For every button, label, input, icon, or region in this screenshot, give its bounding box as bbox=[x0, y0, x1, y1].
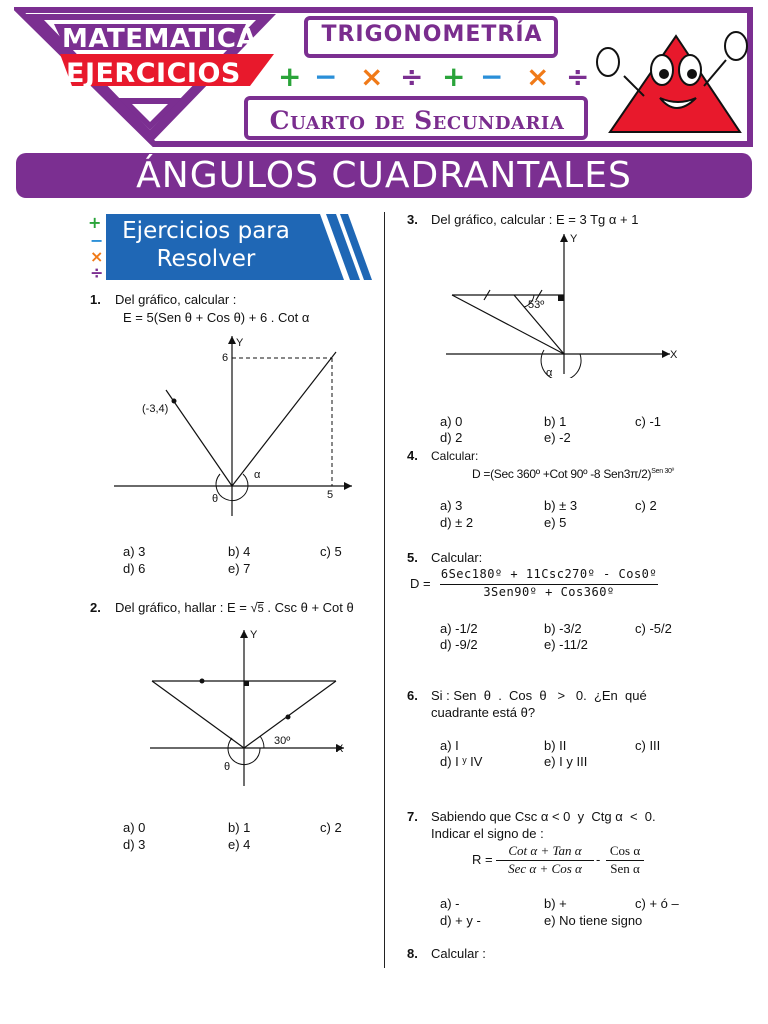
p4-option-d[interactable]: d) ± 2 bbox=[440, 515, 474, 530]
p2-angle-label: 30º bbox=[274, 735, 291, 747]
p3-option-a[interactable]: a) 0 bbox=[440, 414, 463, 429]
p2-y-label: Y bbox=[250, 629, 258, 641]
p1-option-e[interactable]: e) 7 bbox=[228, 561, 251, 576]
times-icon: × bbox=[90, 247, 104, 266]
svg-text:+: + bbox=[442, 60, 466, 93]
divide-icon: ÷ bbox=[90, 263, 104, 282]
p3-statement: Del gráfico, calcular : E = 3 Tg α + 1 bbox=[431, 212, 639, 227]
p5-lhs: D = bbox=[410, 576, 431, 591]
p8-statement: Calcular : bbox=[431, 946, 486, 961]
p4-option-b[interactable]: b) ± 3 bbox=[544, 498, 578, 513]
p5-option-c[interactable]: c) -5/2 bbox=[635, 621, 672, 636]
p4-statement: Calcular: bbox=[431, 449, 479, 463]
svg-text:÷: ÷ bbox=[566, 60, 590, 93]
minus-icon: − bbox=[90, 231, 104, 250]
p7-number: 7. bbox=[407, 809, 418, 824]
p1-figure bbox=[108, 330, 358, 520]
p2-option-e[interactable]: e) 4 bbox=[228, 837, 251, 852]
section-banner bbox=[86, 212, 372, 282]
minus-icon: − bbox=[314, 60, 338, 93]
subject-label: TRIGONOMETRÍA bbox=[321, 22, 543, 47]
p7-denominator-2: Sen α bbox=[610, 861, 640, 876]
p6-statement-line-1: Si : Sen θ . Cos θ > 0. ¿En qué bbox=[431, 688, 647, 703]
p6-option-b[interactable]: b) II bbox=[544, 738, 567, 753]
p2-sqrt-arg: 5 bbox=[257, 603, 264, 615]
p3-option-e[interactable]: e) -2 bbox=[544, 430, 571, 445]
grade-label: Cuarto de Secundaria bbox=[269, 106, 565, 135]
sqrt-icon: √ bbox=[250, 600, 258, 615]
p1-five-label: 5 bbox=[327, 489, 334, 501]
p5-statement: Calcular: bbox=[431, 550, 483, 565]
p5-option-e[interactable]: e) -11/2 bbox=[544, 637, 588, 652]
p3-y-label: Y bbox=[570, 233, 578, 245]
p1-option-c[interactable]: c) 5 bbox=[320, 544, 342, 559]
p2-number: 2. bbox=[90, 600, 101, 615]
p6-number: 6. bbox=[407, 688, 418, 703]
p5-option-d[interactable]: d) -9/2 bbox=[440, 637, 478, 652]
brand-bottom-text: EJERCICIOS bbox=[66, 58, 241, 89]
p7-option-c[interactable]: c) + ó – bbox=[635, 896, 679, 911]
banner-line-2: Resolver bbox=[156, 246, 256, 272]
p4-expr-base: D =(Sec 360º +Cot 90º -8 Sen3π/2) bbox=[472, 467, 652, 481]
p2-option-c[interactable]: c) 2 bbox=[320, 820, 342, 835]
p3-figure bbox=[440, 228, 680, 378]
p1-alpha-label: α bbox=[254, 469, 261, 481]
p7-option-e[interactable]: e) No tiene signo bbox=[544, 913, 643, 928]
p3-option-b[interactable]: b) 1 bbox=[544, 414, 567, 429]
p7-statement-line-1: Sabiendo que Csc α < 0 y Ctg α < 0. bbox=[431, 809, 656, 824]
p4-expr-exponent: Sen 30º bbox=[651, 468, 674, 475]
p1-six-label: 6 bbox=[222, 352, 229, 364]
p2-theta-label: θ bbox=[224, 761, 231, 773]
p2-x-label: X bbox=[336, 743, 344, 755]
p1-statement: Del gráfico, calcular : bbox=[115, 292, 237, 307]
p5-number: 5. bbox=[407, 550, 418, 565]
p4-number: 4. bbox=[407, 448, 418, 463]
p7-lhs: R = bbox=[472, 852, 493, 867]
p7-denominator: Sec α + Cos α bbox=[508, 861, 582, 876]
banner-line-1: Ejercicios para bbox=[122, 218, 290, 244]
p2-statement bbox=[115, 600, 354, 617]
p1-theta-label: θ bbox=[212, 493, 219, 505]
p1-number: 1. bbox=[90, 292, 101, 307]
p5-option-b[interactable]: b) -3/2 bbox=[544, 621, 582, 636]
p3-alpha-label: α bbox=[546, 367, 553, 378]
page-title: ÁNGULOS CUADRANTALES bbox=[136, 155, 632, 196]
p7-option-b[interactable]: b) + bbox=[544, 896, 567, 911]
svg-text:×: × bbox=[526, 60, 550, 93]
p2-figure bbox=[140, 622, 360, 792]
p4-option-c[interactable]: c) 2 bbox=[635, 498, 657, 513]
p8-number: 8. bbox=[407, 946, 418, 961]
p7-numerator: Cot α + Tan α bbox=[508, 843, 582, 858]
p2-option-d[interactable]: d) 3 bbox=[123, 837, 146, 852]
plus-icon: + bbox=[278, 60, 302, 93]
plus-icon: + bbox=[88, 213, 102, 232]
header-banner bbox=[14, 6, 754, 148]
times-icon: × bbox=[360, 60, 384, 93]
p5-numerator: 6Sec180º + 11Csc270º - Cos0º bbox=[440, 567, 658, 581]
p3-option-d[interactable]: d) 2 bbox=[440, 430, 463, 445]
p5-option-a[interactable]: a) -1/2 bbox=[440, 621, 478, 636]
p7-minus: - bbox=[596, 852, 601, 867]
p6-option-c[interactable]: c) III bbox=[635, 738, 661, 753]
column-divider bbox=[384, 212, 385, 968]
p2-option-a[interactable]: a) 0 bbox=[123, 820, 146, 835]
p4-expression bbox=[472, 464, 674, 482]
divide-icon: ÷ bbox=[400, 60, 424, 93]
p2-statement-pre: Del gráfico, hallar : E = bbox=[115, 600, 247, 615]
p1-option-b[interactable]: b) 4 bbox=[228, 544, 251, 559]
p7-numerator-2: Cos α bbox=[609, 843, 641, 858]
title-bar bbox=[16, 153, 752, 198]
p4-option-a[interactable]: a) 3 bbox=[440, 498, 463, 513]
p7-option-a[interactable]: a) - bbox=[440, 896, 460, 911]
p1-point-label: (-3,4) bbox=[142, 403, 169, 415]
p1-option-d[interactable]: d) 6 bbox=[123, 561, 146, 576]
p7-statement-line-2: Indicar el signo de : bbox=[431, 826, 544, 841]
p3-option-c[interactable]: c) -1 bbox=[635, 414, 661, 429]
p7-option-d[interactable]: d) + y - bbox=[440, 913, 481, 928]
p6-option-e[interactable]: e) I y III bbox=[544, 754, 588, 769]
p3-angle-label: 53º bbox=[528, 299, 545, 311]
p1-expression: E = 5(Sen θ + Cos θ) + 6 . Cot α bbox=[123, 310, 310, 325]
p5-denominator: 3Sen90º + Cos360º bbox=[483, 585, 615, 599]
p6-option-d[interactable]: d) I ʸ IV bbox=[440, 754, 483, 769]
p1-y-label: Y bbox=[236, 337, 244, 349]
p4-option-e[interactable]: e) 5 bbox=[544, 515, 567, 530]
p6-statement-line-2: cuadrante está θ? bbox=[431, 705, 536, 720]
svg-text:−: − bbox=[480, 60, 504, 93]
p2-statement-post: . Csc θ + Cot θ bbox=[267, 600, 354, 615]
p6-option-a[interactable]: a) I bbox=[440, 738, 459, 753]
p1-option-a[interactable]: a) 3 bbox=[123, 544, 146, 559]
p2-option-b[interactable]: b) 1 bbox=[228, 820, 251, 835]
p3-x-label: X bbox=[670, 349, 678, 361]
p3-number: 3. bbox=[407, 212, 418, 227]
brand-top-text: MATEMATICA bbox=[62, 24, 258, 54]
